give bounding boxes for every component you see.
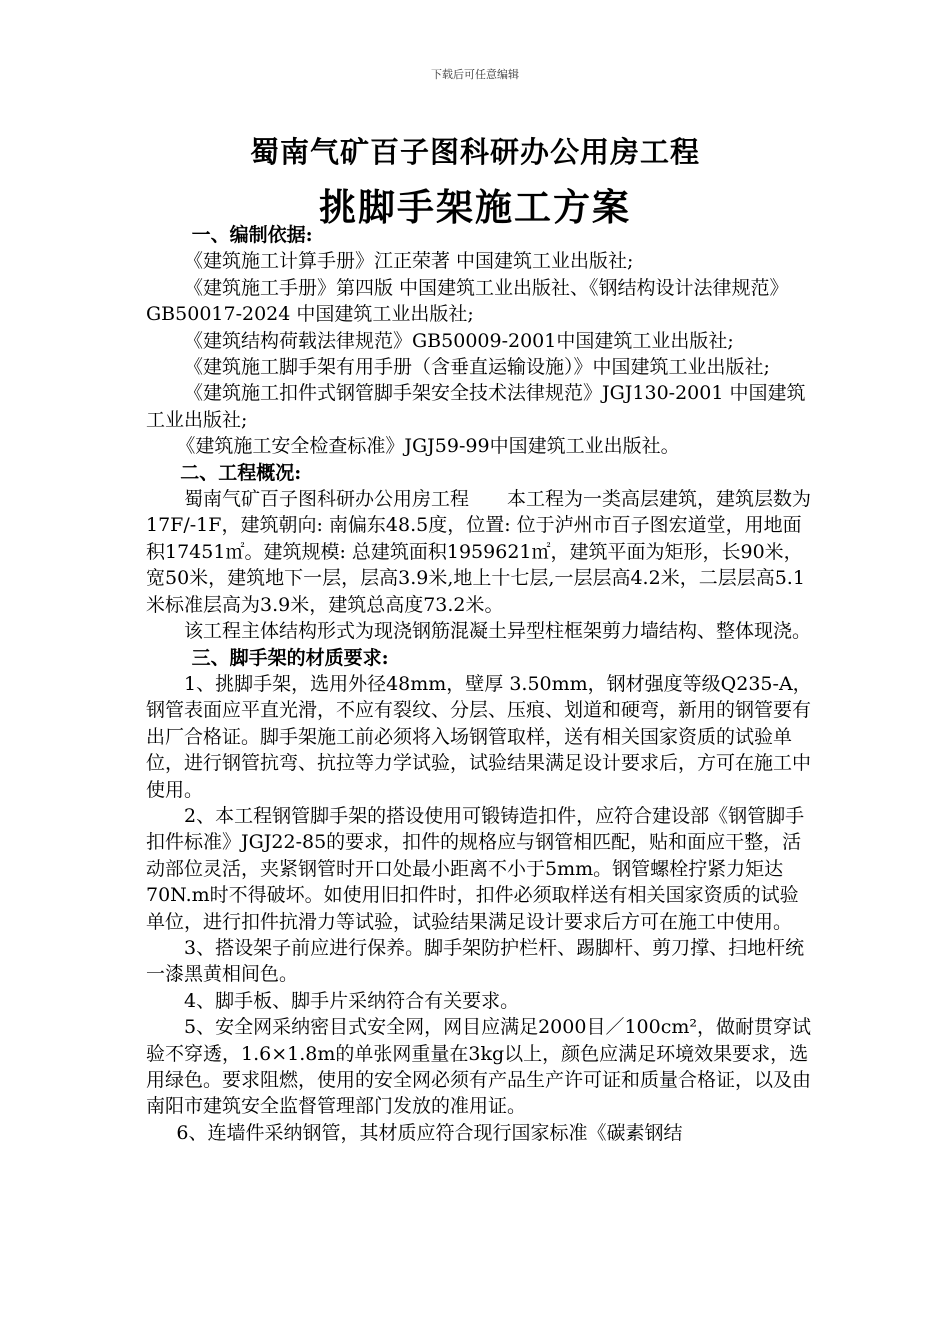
document-body: [146, 222, 814, 1146]
project-title: 蜀南气矿百子图科研办公用房工程: [249, 135, 700, 169]
basis-item: 《建筑结构荷载法律规范》GB50009-2001中国建筑工业出版社;: [184, 329, 734, 352]
section-heading-overview: 二、工程概况:: [180, 461, 302, 484]
section-heading-basis: 一、编制依据:: [191, 224, 313, 246]
header-note: 下载后可任意编辑: [431, 68, 519, 81]
basis-item: 《建筑施工扣件式钢管脚手架安全技术法律规范》JGJ130-2001 中国建筑工业出版社;: [146, 382, 806, 431]
material-item: 4、脚手板、脚手片采纳符合有关要求。: [184, 989, 520, 1012]
overview-paragraph: 该工程主体结构形式为现浇钢筋混凝土异型柱框架剪力墙结构、整体现浇。: [184, 620, 812, 643]
material-item: 5、安全网采纳密目式安全网，网目应满足2000目／100cm²，做耐贯穿试验不穿透，1.6×1.8m的单张网重量在3kg以上，颜色应满足环境效果要求，选用绿色。要求阻燃，使用的安全网必须有产品生产许可证和质量合格证，以及由南阳市建筑安全监督管理部门发放的准用证。: [146, 1016, 812, 1118]
material-item: 6、连墙件采纳钢管，其材质应符合现行国家标准《碳素钢结: [176, 1121, 683, 1144]
basis-item: 《建筑施工安全检查标准》JGJ59-99中国建筑工业出版社。: [176, 435, 680, 458]
material-item: 3、搭设架子前应进行保养。脚手架防护栏杆、踢脚杆、剪刀撑、扫地杆统一漆黑黄相间色。: [146, 936, 805, 986]
basis-item: 《建筑施工手册》第四版 中国建筑工业出版社、《钢结构设计法律规范》GB50017-2024 中国建筑工业出版社;: [146, 276, 789, 326]
overview-paragraph: 蜀南气矿百子图科研办公用房工程 本工程为一类高层建筑，建筑层数为17F/-1F，建筑朝向: 南偏东48.5度，位置: 位于泸州市百子图宏道堂，用地面积17451㎡。建筑规模: 总建筑面积1959621㎡，建筑平面为矩形，长90米，宽50米，建筑地下一层，层高3.9米,地上十七层,一层层高4.2米，二层层高5.1米标准层高为3.9米，建筑总高度73.2米。: [146, 488, 812, 616]
material-item: 2、本工程钢管脚手架的搭设使用可锻铸造扣件，应符合建设部《钢管脚手扣件标准》JGJ22-85的要求，扣件的规格应与钢管相匹配，贴和面应干整，活动部位灵活，夹紧钢管时开口处最小距离不小于5mm。钢管螺栓拧紧力矩达70N.m时不得破坏。如使用旧扣件时，扣件必须取样送有相关国家资质的试验单位，进行扣件抗滑力等试验，试验结果满足设计要求后方可在施工中使用。: [146, 804, 805, 933]
section-heading-material: 三、脚手架的材质要求:: [191, 646, 389, 669]
plan-title: 挑脚手架施工方案: [319, 185, 631, 229]
material-item: 1、挑脚手架，选用外径48mm，壁厚 3.50mm，钢材强度等级Q235-A，钢管表面应平直光滑，不应有裂纹、分层、压痕、划道和硬弯，新用的钢管要有出厂合格证。脚手架施工前必须将入场钢管取样，送有相关国家资质的试验单位，进行钢管抗弯、抗拉等力学试验，试验结果满足设计要求后，方可在施工中使用。: [146, 672, 812, 801]
basis-item: 《建筑施工脚手架有用手册（含垂直运输设施）》中国建筑工业出版社;: [184, 356, 770, 379]
basis-item: 《建筑施工计算手册》江正荣著 中国建筑工业出版社;: [184, 250, 634, 273]
